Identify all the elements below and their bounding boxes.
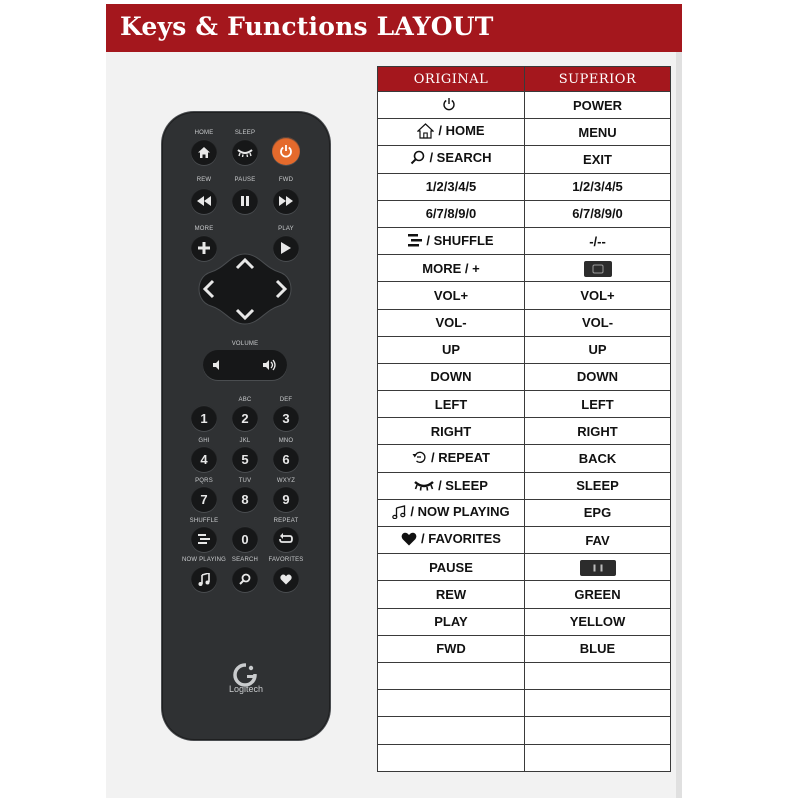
- superior-cell: GREEN: [525, 581, 671, 608]
- remote-power-button[interactable]: [272, 137, 300, 165]
- volume-down-icon[interactable]: [213, 360, 223, 370]
- remote-label-now-playing: NOW PLAYING: [181, 557, 227, 563]
- table-row: [378, 227, 671, 254]
- remote-label-search: SEARCH: [231, 557, 259, 563]
- repeat-icon: [279, 533, 293, 545]
- superior-cell: -/--: [525, 227, 671, 254]
- heart-icon: [401, 532, 417, 546]
- remote-rew-button[interactable]: [191, 188, 217, 214]
- remote-home-button[interactable]: [191, 139, 217, 165]
- original-cell: 6/7/8/9/0: [378, 200, 525, 227]
- shuffle-icon: [408, 234, 422, 247]
- power-icon: [442, 97, 456, 111]
- table-row: [378, 255, 671, 282]
- remote-label-fwd: FWD: [278, 177, 294, 183]
- superior-cell: [525, 255, 671, 282]
- original-cell: [378, 472, 525, 499]
- keys-table: [377, 66, 671, 772]
- superior-cell: BLUE: [525, 635, 671, 662]
- table-row: [378, 336, 671, 363]
- table-row: [378, 200, 671, 227]
- original-cell: VOL+: [378, 282, 525, 309]
- shuffle-icon: [198, 533, 210, 545]
- remote-label-jkl: JKL: [239, 438, 251, 444]
- original-cell: [378, 717, 525, 744]
- original-cell: REW: [378, 581, 525, 608]
- original-label: / FAVORITES: [421, 531, 501, 547]
- remote-label-ghi: GHI: [198, 438, 210, 444]
- remote-label-play: PLAY: [278, 226, 294, 232]
- superior-cell: SLEEP: [525, 472, 671, 499]
- superior-cell: [525, 717, 671, 744]
- original-cell: 1/2/3/4/5: [378, 173, 525, 200]
- sleep-icon: [414, 480, 434, 491]
- remote-digit-1[interactable]: 1: [191, 405, 217, 431]
- table-row-empty: [378, 690, 671, 717]
- original-label: / REPEAT: [431, 449, 490, 465]
- remote-label-volume: VOLUME: [231, 341, 259, 347]
- remote-digit-3[interactable]: 3: [273, 405, 299, 431]
- superior-cell: UP: [525, 336, 671, 363]
- pause-key-icon: [580, 560, 616, 576]
- remote-digit-5[interactable]: 5: [232, 446, 258, 472]
- superior-cell: [525, 690, 671, 717]
- superior-cell: EPG: [525, 499, 671, 526]
- remote-fwd-button[interactable]: [273, 188, 299, 214]
- original-cell: MORE / +: [378, 255, 525, 282]
- search-icon: [410, 150, 425, 165]
- superior-cell: FAV: [525, 527, 671, 554]
- remote-sleep-button[interactable]: [232, 139, 258, 165]
- superior-cell: [525, 662, 671, 689]
- original-label: / HOME: [438, 123, 485, 139]
- column-header-original: ORIGINAL: [378, 67, 525, 92]
- remote-label-mno: MNO: [278, 438, 294, 444]
- superior-cell: RIGHT: [525, 418, 671, 445]
- original-cell: VOL-: [378, 309, 525, 336]
- table-row: [378, 499, 671, 526]
- fast-forward-icon: [279, 196, 293, 206]
- original-cell: [378, 227, 525, 254]
- remote-digit-0[interactable]: 0: [232, 526, 258, 552]
- remote-search-button[interactable]: [232, 566, 258, 592]
- remote-label-home: HOME: [194, 130, 214, 136]
- original-cell: LEFT: [378, 391, 525, 418]
- table-row: [378, 282, 671, 309]
- table-row-empty: [378, 662, 671, 689]
- music-note-icon: [392, 505, 406, 519]
- original-cell: PLAY: [378, 608, 525, 635]
- original-label: / SEARCH: [429, 150, 492, 166]
- table-row: [378, 92, 671, 119]
- original-cell: [378, 146, 525, 173]
- power-icon: [279, 144, 293, 158]
- rewind-icon: [197, 196, 211, 206]
- table-row: [378, 445, 671, 472]
- original-cell: RIGHT: [378, 418, 525, 445]
- remote-label-favorites: FAVORITES: [268, 557, 304, 563]
- table-row: [378, 418, 671, 445]
- superior-cell: YELLOW: [525, 608, 671, 635]
- home-icon: [417, 123, 434, 139]
- remote-volume-rocker[interactable]: [203, 350, 287, 380]
- superior-cell: VOL-: [525, 309, 671, 336]
- original-cell: [378, 445, 525, 472]
- remote-digit-2[interactable]: 2: [232, 405, 258, 431]
- heart-icon: [280, 574, 292, 585]
- music-note-icon: [198, 573, 210, 586]
- superior-cell: BACK: [525, 445, 671, 472]
- table-row: [378, 173, 671, 200]
- remote-label-shuffle: SHUFFLE: [189, 518, 219, 524]
- remote-digit-6[interactable]: 6: [273, 446, 299, 472]
- remote-label-abc: ABC: [238, 397, 252, 403]
- original-cell: [378, 690, 525, 717]
- table-row: [378, 635, 671, 662]
- remote-digit-7[interactable]: 7: [191, 486, 217, 512]
- superior-cell: 1/2/3/4/5: [525, 173, 671, 200]
- original-label: / SHUFFLE: [426, 232, 494, 248]
- volume-up-icon[interactable]: [263, 359, 277, 371]
- remote-digit-4[interactable]: 4: [191, 446, 217, 472]
- table-row-empty: [378, 744, 671, 771]
- remote-pause-button[interactable]: [232, 188, 258, 214]
- original-cell: DOWN: [378, 363, 525, 390]
- remote-label-repeat: REPEAT: [273, 518, 299, 524]
- superior-cell: EXIT: [525, 146, 671, 173]
- table-row: [378, 527, 671, 554]
- superior-cell: LEFT: [525, 391, 671, 418]
- remote-label-sleep: SLEEP: [234, 130, 256, 136]
- remote-label-def: DEF: [279, 397, 293, 403]
- remote-label-pqrs: PQRS: [195, 478, 213, 484]
- original-label: / SLEEP: [438, 477, 488, 493]
- remote-dpad[interactable]: [195, 250, 295, 328]
- original-cell: UP: [378, 336, 525, 363]
- page-title: Keys & Functions LAYOUT: [120, 12, 494, 41]
- table-header-row: [378, 67, 671, 92]
- repeat-icon: [412, 450, 427, 464]
- original-cell: [378, 92, 525, 119]
- dark-key-icon: [584, 261, 612, 277]
- remote-now-playing-button[interactable]: [191, 566, 217, 592]
- superior-cell: DOWN: [525, 363, 671, 390]
- remote-label-more: MORE: [194, 226, 214, 232]
- original-cell: PAUSE: [378, 554, 525, 581]
- original-cell: [378, 499, 525, 526]
- superior-cell: MENU: [525, 119, 671, 146]
- table-row: [378, 472, 671, 499]
- original-cell: FWD: [378, 635, 525, 662]
- table-row: [378, 309, 671, 336]
- table-row: [378, 119, 671, 146]
- table-row: [378, 581, 671, 608]
- title-banner: [106, 4, 682, 52]
- column-header-superior: SUPERIOR: [525, 67, 671, 92]
- superior-cell: VOL+: [525, 282, 671, 309]
- home-icon: [197, 146, 211, 159]
- original-cell: [378, 662, 525, 689]
- original-cell: [378, 119, 525, 146]
- table-row-empty: [378, 717, 671, 744]
- table-row: [378, 391, 671, 418]
- table-row: [378, 608, 671, 635]
- remote-shuffle-button[interactable]: [191, 526, 217, 552]
- remote-brand: Logitech: [228, 684, 264, 694]
- superior-cell: [525, 744, 671, 771]
- original-cell: [378, 744, 525, 771]
- remote-label-rew: REW: [196, 177, 212, 183]
- remote-label-wxyz: WXYZ: [276, 478, 296, 484]
- sleep-icon: [237, 147, 253, 157]
- remote-digit-9[interactable]: 9: [273, 486, 299, 512]
- remote-favorites-button[interactable]: [273, 566, 299, 592]
- pause-icon: [240, 196, 250, 206]
- original-label: / NOW PLAYING: [410, 504, 510, 520]
- sheet-edge: [676, 52, 682, 798]
- superior-cell: [525, 554, 671, 581]
- remote-label-pause: PAUSE: [234, 177, 256, 183]
- superior-cell: POWER: [525, 92, 671, 119]
- table-row: [378, 554, 671, 581]
- remote-digit-8[interactable]: 8: [232, 486, 258, 512]
- original-cell: [378, 527, 525, 554]
- superior-cell: 6/7/8/9/0: [525, 200, 671, 227]
- remote-label-tuv: TUV: [238, 478, 252, 484]
- remote-repeat-button[interactable]: [273, 526, 299, 552]
- table-row: [378, 146, 671, 173]
- search-icon: [239, 573, 251, 585]
- table-row: [378, 363, 671, 390]
